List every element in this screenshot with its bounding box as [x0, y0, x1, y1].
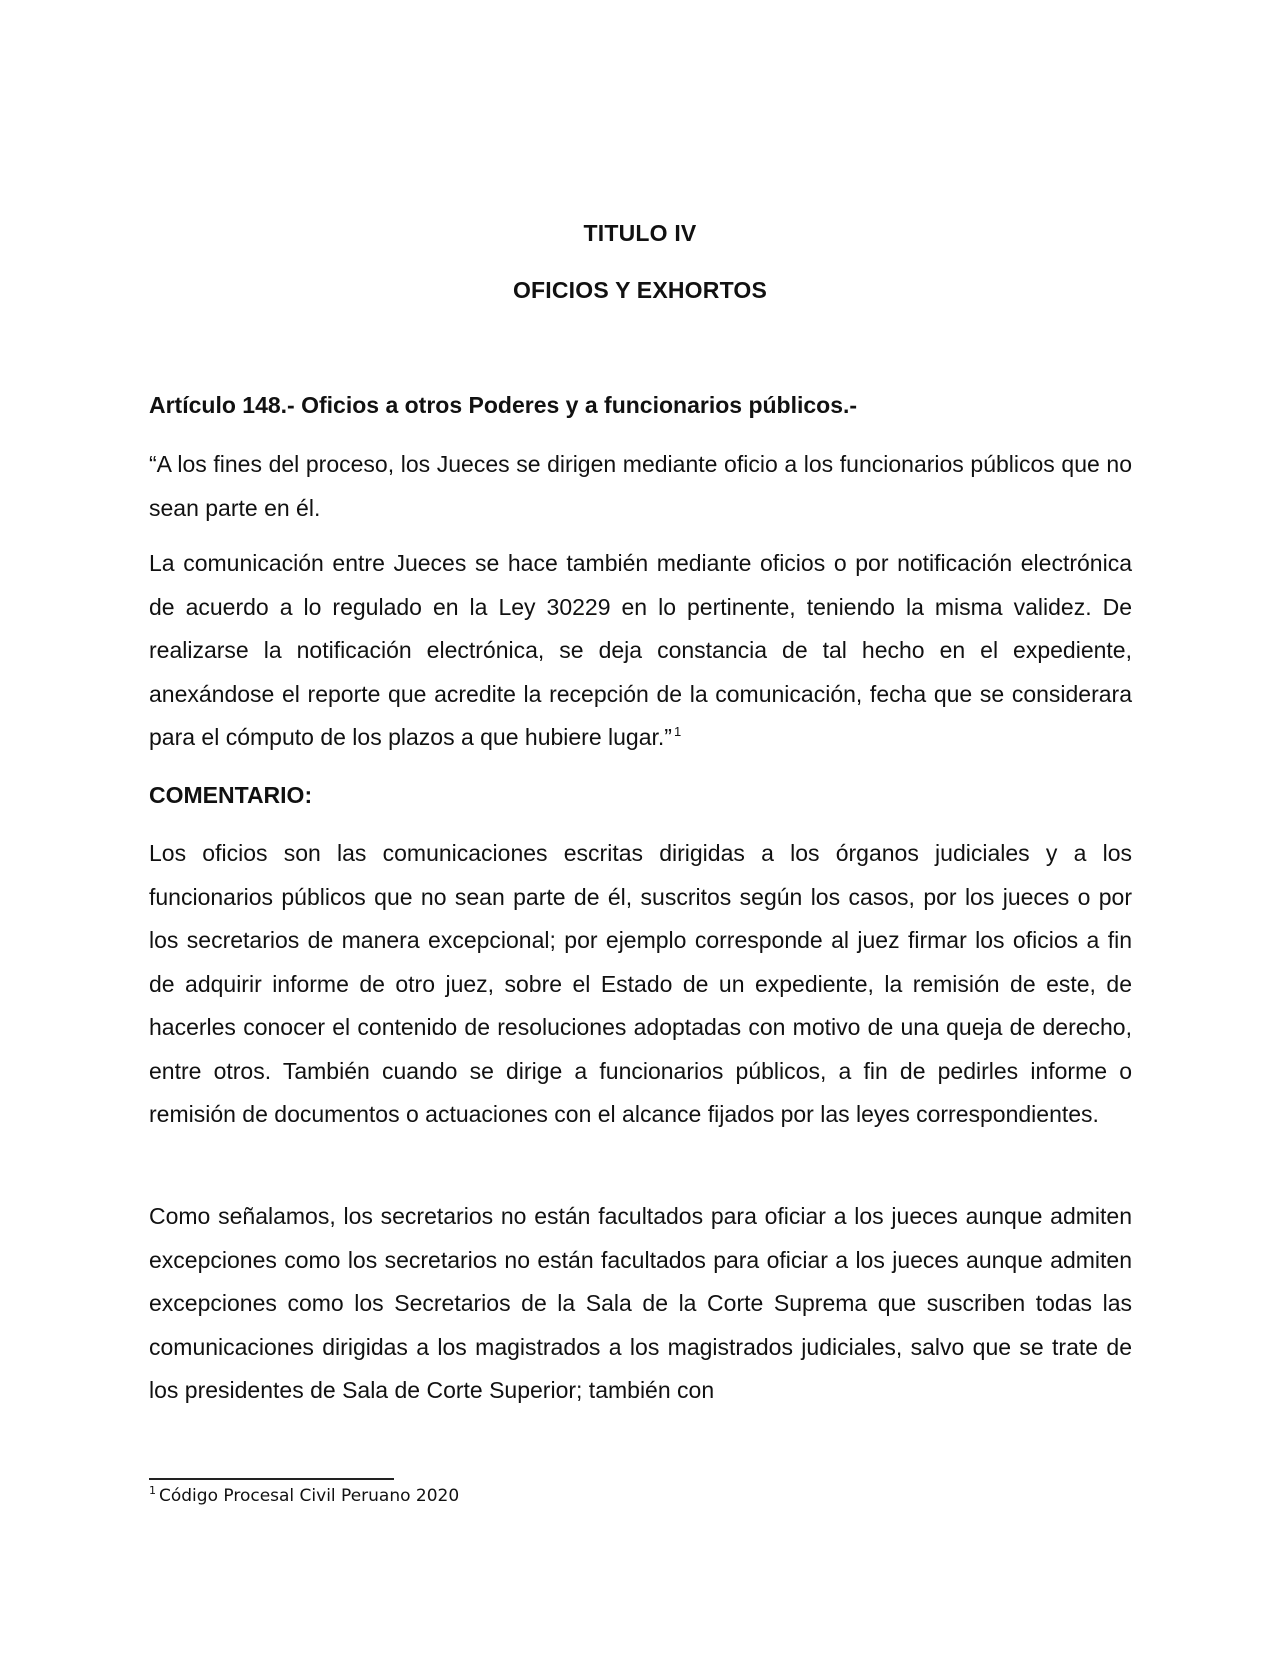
article-paragraph-1: “A los fines del proceso, los Jueces se dirigen mediante oficio a los funcionarios públicos que no sean parte en él.	[149, 451, 1132, 521]
footnote-separator	[149, 1478, 394, 1480]
footnote	[149, 1486, 459, 1506]
comentario-paragraph-1: Los oficios son las comunicaciones escritas dirigidas a los órganos judiciales y a los funcionarios públicos que no sean parte de él, suscritos según los casos, por los jueces o por los secretarios de manera excepcional; por ejemplo corresponde al juez firmar los oficios a fin de adquirir informe de otro juez, sobre el Estado de un expediente, la remisión de este, de hacerles conocer el contenido de resoluciones adoptadas con motivo de una queja de derecho, entre otros. También cuando se dirige a funcionarios públicos, a fin de pedirles informe o remisión de documentos o actuaciones con el alcance fijados por las leyes correspondientes.	[149, 840, 1132, 1127]
footnote-text: Código Procesal Civil Peruano 2020	[159, 1486, 460, 1506]
footnote-reference[interactable]: 1	[673, 724, 682, 740]
comentario-paragraph-2: Como señalamos, los secretarios no están facultados para oficiar a los jueces aunque admiten excepciones como los secretarios no están facultados para oficiar a los jueces aunque admiten excepciones como los Secretarios de la Sala de la Corte Suprema que suscriben todas las comunicaciones dirigidas a los magistrados a los magistrados judiciales, salvo que se trate de los presidentes de Sala de Corte Superior; también con	[149, 1203, 1132, 1403]
article-paragraph-2	[149, 542, 1132, 760]
document-subtitle: OFICIOS Y EXHORTOS	[512, 277, 768, 303]
footnote-number: 1	[149, 1484, 156, 1498]
comentario-heading: COMENTARIO:	[149, 782, 313, 808]
document-title: TITULO IV	[583, 220, 697, 246]
article-paragraph-2-text: La comunicación entre Jueces se hace también mediante oficios o por notificación electrónica de acuerdo a lo regulado en la Ley 30229 en lo pertinente, teniendo la misma validez. De realizarse la notificación electrónica, se deja constancia de tal hecho en el expediente, anexándose el reporte que acredite la recepción de la comunicación, fecha que se considerara para el cómputo de los plazos a que hubiere lugar.”	[149, 550, 1132, 750]
article-heading: Artículo 148.- Oficios a otros Poderes y a funcionarios públicos.-	[149, 392, 858, 418]
